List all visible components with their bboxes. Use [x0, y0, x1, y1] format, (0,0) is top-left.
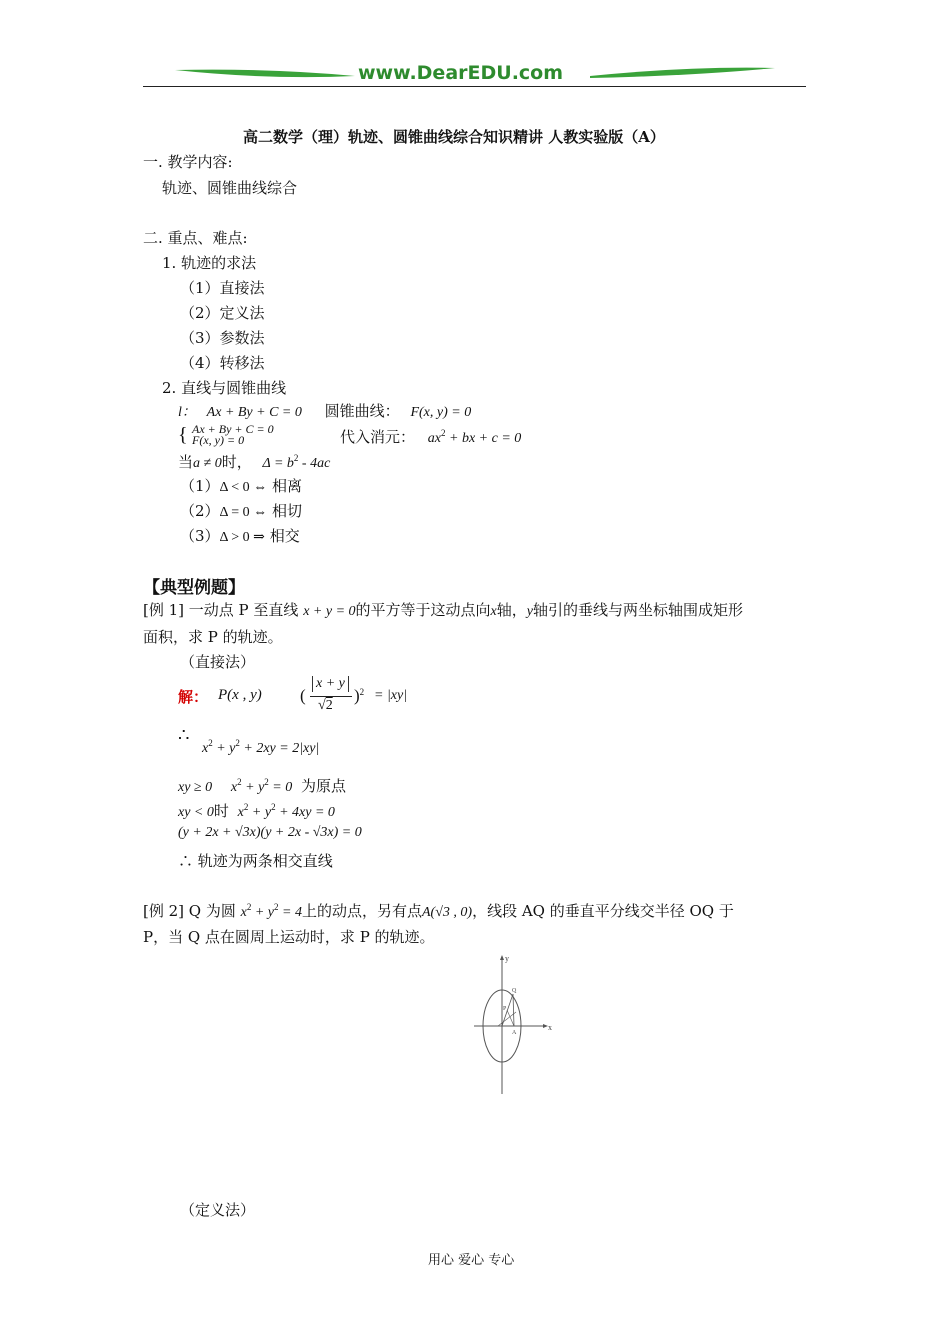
- page-footer: 用心 爱心 专心: [428, 1253, 515, 1268]
- example1-line2: 面积，求 P 的轨迹。: [143, 628, 283, 646]
- section1-content: 轨迹、圆锥曲线综合: [162, 179, 298, 197]
- delta-a: Δ = b: [262, 456, 294, 471]
- circle-figure: [468, 952, 554, 1098]
- example1-text-a: [例 1] 一动点 P 至直线: [143, 601, 299, 619]
- example1-line-eq: x + y = 0: [303, 604, 356, 619]
- solution-label: 解：: [178, 688, 209, 706]
- case-2-cond: Δ = 0 ⇔: [219, 505, 268, 520]
- point-a-label: A: [512, 1030, 517, 1036]
- substitute-eq-b: + bx + c = 0: [445, 431, 522, 446]
- example2-line2: P，当 Q 点在圆周上运动时，求 P 的轨迹。: [143, 928, 435, 946]
- substitute-eq-a: ax: [427, 431, 442, 446]
- examples-heading: 【典型例题】: [143, 578, 245, 598]
- line-definition: [178, 400, 471, 421]
- substitute-label: 代入消元：: [340, 428, 416, 446]
- therefore-symbol: ∴: [178, 725, 190, 746]
- section2-item1: 1. 轨迹的求法: [162, 254, 257, 272]
- solution-point: P(x , y): [218, 687, 262, 703]
- section2-item2: 2. 直线与圆锥曲线: [162, 379, 287, 397]
- when-condition: 当a ≠ 0时， $\Delta = b^2 - 4ac$: [178, 453, 331, 471]
- case-2-num: （2）: [180, 502, 220, 520]
- case-1: [180, 475, 302, 496]
- example1-factored: (y + 2x + √3x)(y + 2x - √3x) = 0: [178, 825, 362, 840]
- substitution: 代入消元： $ax^2$ + bx + c = 0: [340, 428, 522, 446]
- example1-text-c: 轴，: [496, 601, 527, 619]
- axis-x-label: x: [548, 1023, 552, 1032]
- example1-text-b: 的平方等于这动点向: [355, 601, 491, 619]
- axis-y-label: y: [505, 954, 509, 963]
- system-bottom: F(x, y) = 0: [192, 433, 245, 447]
- logo-text: www.DearEDU.com: [358, 62, 564, 84]
- case-3-cond: Δ > 0 ⇒: [219, 530, 265, 545]
- line-equation: Ax + By + C = 0: [206, 405, 302, 420]
- solution-rhs: = |xy|: [374, 688, 408, 703]
- method-4: （4）转移法: [180, 354, 265, 372]
- case-1-result: 相离: [271, 477, 302, 495]
- system-top: Ax + By + C = 0: [192, 422, 274, 436]
- when-suffix: 时，: [221, 453, 252, 471]
- conic-label: 圆锥曲线：: [324, 402, 400, 420]
- case-3-num: （3）: [180, 527, 220, 545]
- method-2: （2）定义法: [180, 304, 265, 322]
- example1-method: （直接法）: [180, 653, 256, 671]
- when-cond: a ≠ 0: [193, 456, 222, 471]
- page-title: 高二数学（理）轨迹、圆锥曲线综合知识精讲 人教实验版（A）: [243, 128, 665, 146]
- example1-y: y: [526, 604, 533, 619]
- example1-case2: xy < 0时 $x^2 + y^2 + 4xy = 0$: [178, 802, 335, 820]
- method-1: （1）直接法: [180, 279, 265, 297]
- fraction-numerator: x + y: [312, 676, 349, 692]
- case-3: [180, 525, 300, 546]
- case-3-result: 相交: [269, 527, 300, 545]
- example1-text-d: 轴引的垂线与两坐标轴围成矩形: [533, 601, 744, 619]
- when-label: 当: [178, 453, 194, 471]
- equation-system: { Ax + By + C = 0 F(x, y) = 0: [178, 422, 274, 447]
- example1-eq2: $x^2 + y^2 + 2xy = 2|xy|$: [202, 738, 320, 756]
- point-p-label: P: [503, 1006, 507, 1012]
- section2-heading: 二. 重点、难点:: [143, 229, 248, 247]
- example1-case1: xy ≥ 0 $x^2 + y^2 = 0$ 为原点: [178, 777, 347, 795]
- example2-line1: [例 2] Q 为圆 $x^2 + y^2 = 4$上的动点，另有点A(√3 , 0)，线段 AQ 的垂直平分线交半径 OQ 于: [143, 902, 734, 920]
- delta-b: - 4ac: [298, 456, 331, 471]
- example2-method: （定义法）: [180, 1201, 256, 1219]
- line-label: l：: [178, 405, 196, 420]
- case-1-cond: Δ < 0 ⇔: [219, 480, 268, 495]
- conic-equation: F(x, y) = 0: [410, 405, 472, 420]
- point-q-label: Q: [512, 988, 517, 994]
- example1-line1: [143, 599, 743, 620]
- example1-x: x: [490, 604, 497, 619]
- example1-solution: 解： P(x , y) ( x + y √2 )$^2$ = |xy|: [178, 676, 408, 713]
- example1-conclusion: ∴ 轨迹为两条相交直线: [178, 852, 333, 870]
- header-rule: [143, 86, 806, 87]
- case-2-result: 相切: [271, 502, 302, 520]
- case-1-num: （1）: [180, 477, 220, 495]
- section1-heading: 一. 教学内容:: [143, 153, 233, 171]
- case-2: [180, 500, 302, 521]
- method-3: （3）参数法: [180, 329, 265, 347]
- fraction-denominator: √2: [318, 698, 333, 713]
